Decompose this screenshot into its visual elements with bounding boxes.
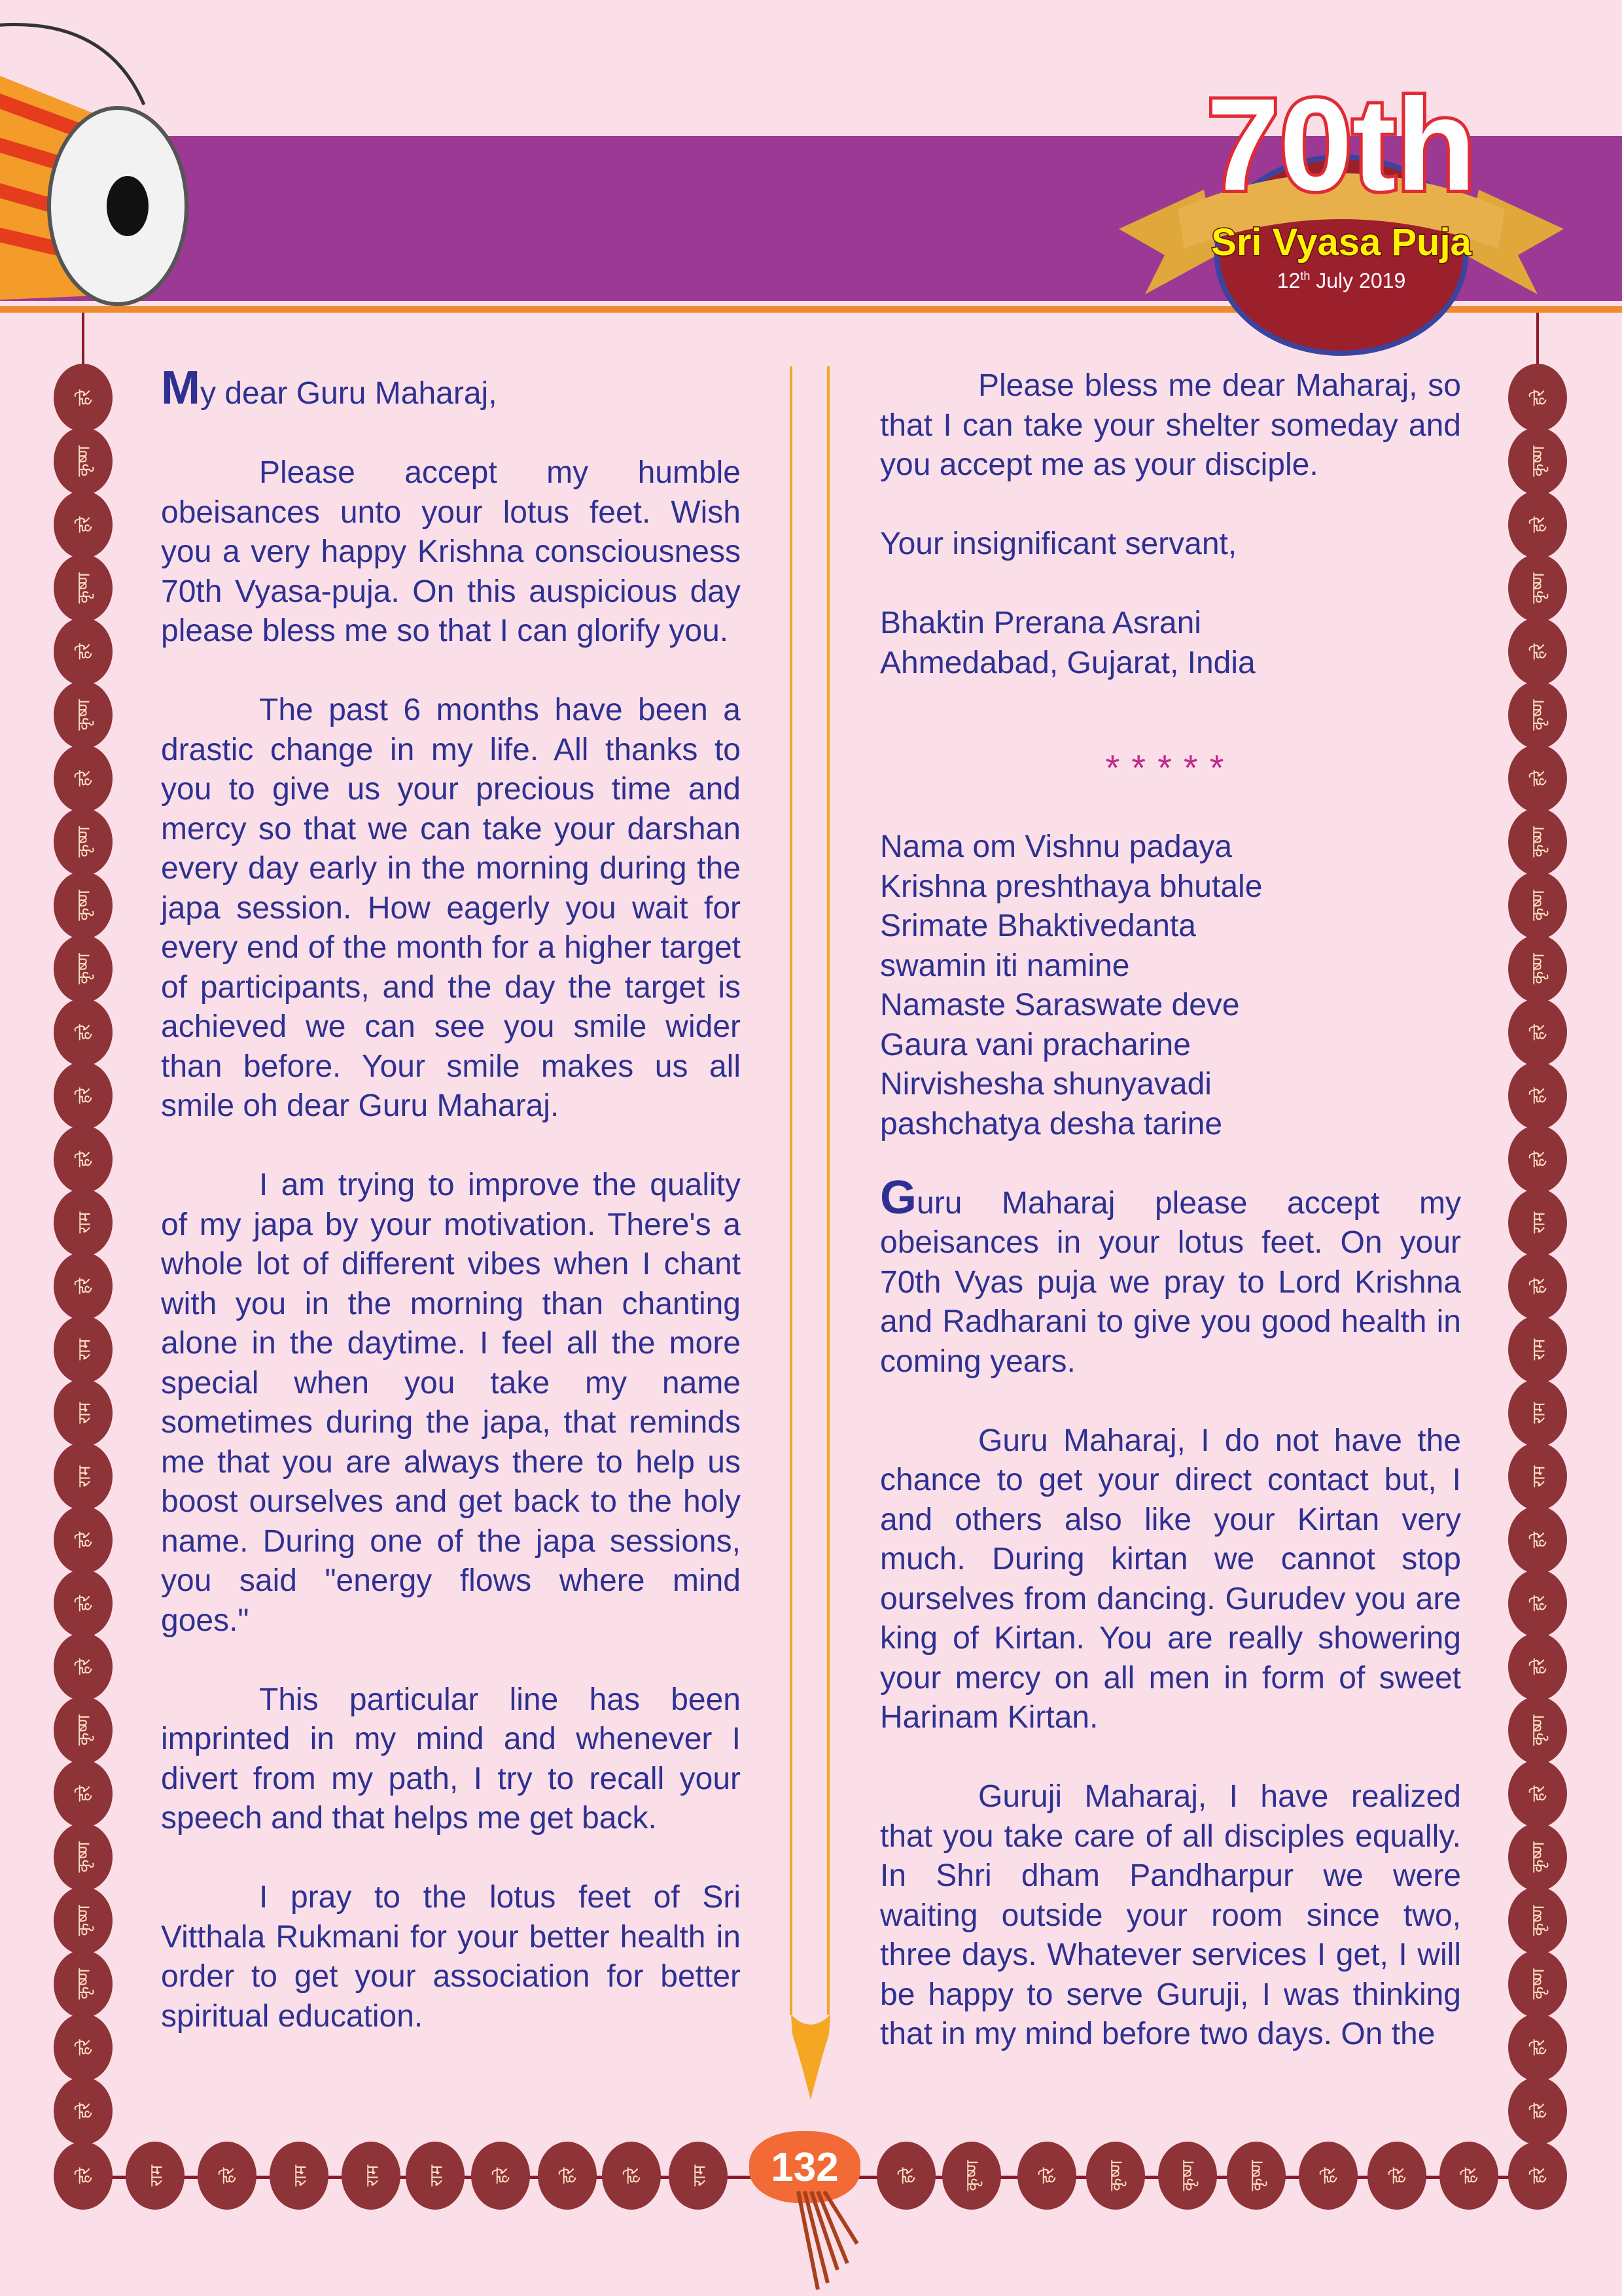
- bead-bottom: [602, 2142, 661, 2210]
- paragraph: Please accept my humble obeisances unto your lotus feet. Wish you a very happy Krishna consciousness 70th Vyasa-puja. On this auspicious day please bless me so that I can glorify you.: [161, 455, 741, 648]
- bead-right: [1508, 1189, 1567, 1257]
- bead-right: [1508, 1252, 1567, 1320]
- bead-bottom: [342, 2142, 400, 2210]
- bead-right: [1508, 1506, 1567, 1574]
- salutation: My dear Guru Maharaj,: [161, 362, 497, 414]
- bead-label: हरे: [1528, 1531, 1548, 1548]
- bead-label: हरे: [73, 1531, 94, 1548]
- bead-label: राम: [425, 2165, 446, 2187]
- bead-label: राम: [289, 2165, 309, 2187]
- bead-label: हरे: [73, 770, 94, 787]
- bead-left: [54, 681, 113, 749]
- bead-right: [1508, 1823, 1567, 1891]
- bead-label: हरे: [491, 2167, 511, 2184]
- bead-left: [54, 808, 113, 876]
- bead-label: कृष्ण: [73, 1714, 94, 1746]
- bead-right: [1508, 808, 1567, 876]
- left-column: [161, 362, 741, 2076]
- bead-bottom: [1439, 2142, 1498, 2210]
- bead-left: [54, 1442, 113, 1510]
- bead-right: [1508, 871, 1567, 939]
- bead-label: कृष्ण: [73, 826, 94, 858]
- bead-label: राम: [1528, 1465, 1548, 1487]
- badge-title: Sri Vyasa Puja: [1211, 221, 1472, 264]
- bead-right: [1508, 681, 1567, 749]
- bead-label: हरे: [1528, 770, 1548, 787]
- bead-label: हरे: [73, 516, 94, 533]
- bead-label: हरे: [73, 1151, 94, 1168]
- bead-label: हरे: [1318, 2167, 1339, 2184]
- paragraph: Guruji Maharaj, I have realized that you take care of all disciples equally. In Shri dham Pandharpur we were waiting outside your room since two, three days. Whatever services I get, I will be happy to serve Guruji, I was thinking that in my mind before two days. On the: [880, 1779, 1461, 2051]
- bead-bottom: [1299, 2142, 1358, 2210]
- paragraph: I pray to the lotus feet of Sri Vitthala Rukmani for your better health in order to get your association for better spiritual education.: [161, 1880, 741, 2034]
- bead-right: [1508, 1442, 1567, 1510]
- bead-bottom: [126, 2142, 185, 2210]
- bead-left: [54, 617, 113, 686]
- bead-label: हरे: [1387, 2167, 1407, 2184]
- bead-label: कृष्ण: [1246, 2160, 1267, 2191]
- bead-right: [1508, 1633, 1567, 1701]
- bead-label: हरे: [1528, 2167, 1548, 2184]
- bead-label: हरे: [73, 2167, 94, 2184]
- bead-label: कृष्ण: [73, 953, 94, 984]
- bead-label: हरे: [1528, 389, 1548, 406]
- bead-label: हरे: [896, 2167, 917, 2184]
- bead-left: [54, 744, 113, 812]
- bead-bottom: [1158, 2142, 1217, 2210]
- bead-label: कृष्ण: [1528, 445, 1548, 477]
- bead-left: [54, 1760, 113, 1828]
- bead-label: हरे: [1037, 2167, 1057, 2184]
- bead-bottom: [877, 2142, 936, 2210]
- bead-right: [1508, 935, 1567, 1003]
- bead-right: [1508, 1760, 1567, 1828]
- column-divider-right: [827, 366, 830, 2015]
- bead-left: [54, 1379, 113, 1447]
- column-divider-left: [790, 366, 792, 2015]
- bead-label: राम: [1528, 1402, 1548, 1424]
- bead-label: कृष्ण: [1528, 1905, 1548, 1936]
- bead-label: हरे: [1459, 2167, 1479, 2184]
- bead-bottom: [1367, 2142, 1426, 2210]
- bead-label: हरे: [1528, 1087, 1548, 1104]
- bead-bottom: [538, 2142, 597, 2210]
- bead-label: कृष्ण: [1528, 826, 1548, 858]
- bead-left: [54, 364, 113, 432]
- bead-left: [54, 1189, 113, 1257]
- bead-left: [54, 2013, 113, 2081]
- paragraph: Guru Maharaj please accept my obeisances in your lotus feet. On your 70th Vyas puja we pray to Lord Krishna and Radharani to give you good health in coming years.: [880, 1171, 1461, 1379]
- bead-label: हरे: [73, 2039, 94, 2056]
- badge-date: 12th July 2019: [1277, 269, 1406, 292]
- bead-label: हरे: [1528, 2102, 1548, 2119]
- bead-right: [1508, 744, 1567, 812]
- bead-label: हरे: [622, 2167, 642, 2184]
- bead-bottom: [198, 2142, 256, 2210]
- bead-bottom: [942, 2142, 1001, 2210]
- bead-bottom: [669, 2142, 728, 2210]
- bead-right: [1508, 2077, 1567, 2145]
- bead-bottom: [406, 2142, 465, 2210]
- bead-label: राम: [688, 2165, 709, 2187]
- bead-label: कृष्ण: [1528, 890, 1548, 921]
- bead-label: हरे: [73, 2102, 94, 2119]
- bead-label: हरे: [1528, 2039, 1548, 2056]
- bead-label: कृष्ण: [73, 1841, 94, 1873]
- bead-label: हरे: [1528, 1595, 1548, 1612]
- bead-right: [1508, 1569, 1567, 1637]
- bead-label: हरे: [73, 1658, 94, 1675]
- bead-corner: [1508, 2142, 1567, 2210]
- bead-left: [54, 554, 113, 622]
- bead-right: [1508, 554, 1567, 622]
- bead-left: [54, 935, 113, 1003]
- bead-label: हरे: [1528, 1658, 1548, 1675]
- bead-label: कृष्ण: [73, 445, 94, 477]
- bead-left: [54, 1569, 113, 1637]
- bead-label: हरे: [1528, 1785, 1548, 1802]
- drop-ornament-icon: [790, 2015, 832, 2106]
- bead-right: [1508, 998, 1567, 1066]
- bead-left: [54, 491, 113, 559]
- bead-right: [1508, 1887, 1567, 1955]
- bead-label: कृष्ण: [73, 699, 94, 731]
- bead-right: [1508, 491, 1567, 559]
- signature: Bhaktin Prerana Asrani Ahmedabad, Gujarat, India: [880, 606, 1256, 680]
- bead-label: हरे: [73, 389, 94, 406]
- bead-left: [54, 1506, 113, 1574]
- bead-left: [54, 1125, 113, 1193]
- tassel-icon: [779, 2191, 870, 2296]
- bead-left: [54, 427, 113, 495]
- separator-stars: *****: [1105, 747, 1236, 788]
- bead-label: हरे: [73, 1087, 94, 1104]
- bead-label: कृष्ण: [1178, 2160, 1198, 2191]
- bead-label: हरे: [1528, 643, 1548, 660]
- anniversary-badge: [1106, 59, 1577, 360]
- bead-label: कृष्ण: [73, 1968, 94, 2000]
- badge-number: 70th: [1207, 72, 1476, 218]
- bead-label: हरे: [73, 643, 94, 660]
- bead-label: हरे: [217, 2167, 238, 2184]
- bead-label: कृष्ण: [1528, 1841, 1548, 1873]
- closing: Your insignificant servant,: [880, 527, 1237, 561]
- bead-left: [54, 1887, 113, 1955]
- bead-bottom: [1086, 2142, 1145, 2210]
- bead-label: राम: [361, 2165, 381, 2187]
- bead-left: [54, 1633, 113, 1701]
- bead-left: [54, 1062, 113, 1130]
- bead-left: [54, 871, 113, 939]
- bead-label: कृष्ण: [1528, 1714, 1548, 1746]
- bead-left: [54, 1823, 113, 1891]
- bead-label: हरे: [73, 1024, 94, 1041]
- bead-label: राम: [73, 1402, 94, 1424]
- bead-label: राम: [145, 2165, 166, 2187]
- bead-label: राम: [73, 1465, 94, 1487]
- bead-label: कृष्ण: [73, 1905, 94, 1936]
- bead-bottom: [1017, 2142, 1076, 2210]
- bead-right: [1508, 1315, 1567, 1383]
- bead-label: हरे: [73, 1278, 94, 1295]
- bead-label: हरे: [557, 2167, 578, 2184]
- bead-label: कृष्ण: [1528, 953, 1548, 984]
- bead-label: हरे: [1528, 1024, 1548, 1041]
- bead-left: [54, 998, 113, 1066]
- bead-right: [1508, 427, 1567, 495]
- bead-label: कृष्ण: [1106, 2160, 1126, 2191]
- bead-label: हरे: [1528, 1278, 1548, 1295]
- bead-label: हरे: [73, 1785, 94, 1802]
- bead-label: कृष्ण: [73, 890, 94, 921]
- bead-bottom: [270, 2142, 328, 2210]
- bead-label: राम: [73, 1211, 94, 1234]
- bead-right: [1508, 1379, 1567, 1447]
- paragraph: The past 6 months have been a drastic change in my life. All thanks to you to give us your precious time and mercy so that we can take your darshan every day early in the morning during the japa session. How eagerly you wait for every end of the month for a higher target of participants, and the day the target is achieved we can see you smile wider than before. Your smile makes us all smile oh dear Guru Maharaj.: [161, 693, 741, 1123]
- bead-right: [1508, 364, 1567, 432]
- paragraph: Please bless me dear Maharaj, so that I can take your shelter someday and you accept me as your disciple.: [880, 368, 1461, 482]
- bead-label: हरे: [1528, 516, 1548, 533]
- bead-left: [54, 1252, 113, 1320]
- bead-left: [54, 1950, 113, 2018]
- bead-label: हरे: [73, 1595, 94, 1612]
- bead-label: कृष्ण: [1528, 572, 1548, 604]
- bead-right: [1508, 1950, 1567, 2018]
- right-column: [880, 366, 1461, 2094]
- bead-right: [1508, 1125, 1567, 1193]
- bead-label: हरे: [1528, 1151, 1548, 1168]
- bead-label: कृष्ण: [73, 572, 94, 604]
- bead-label: कृष्ण: [962, 2160, 982, 2191]
- bead-label: राम: [1528, 1338, 1548, 1361]
- bead-left: [54, 1696, 113, 1764]
- page-number: 132: [749, 2131, 860, 2203]
- bead-right: [1508, 1062, 1567, 1130]
- bead-left: [54, 1315, 113, 1383]
- bead-right: [1508, 1696, 1567, 1764]
- bead-right: [1508, 617, 1567, 686]
- bead-label: कृष्ण: [1528, 699, 1548, 731]
- bead-bottom: [1227, 2142, 1286, 2210]
- bead-corner: [54, 2142, 113, 2210]
- mridanga-drum-icon: [0, 0, 209, 327]
- paragraph: I am trying to improve the quality of my japa by your motivation. There's a whole lot of different vibes when I chant with you in the morning than chanting alone in the daytime. I feel all the more special when you take my name sometimes during the japa, that reminds me that you are always there to help us boost ourselves and get back to the holy name. During one of the japa sessions, you said "energy flows where mind goes.": [161, 1168, 741, 1638]
- paragraph: Guru Maharaj, I do not have the chance to get your direct contact but, I and others also like your Kirtan very much. During kirtan we cannot stop ourselves from dancing. Gurudev you are king of Kirtan. You are really showering your mercy on all men in form of sweet Harinam Kirtan.: [880, 1423, 1461, 1735]
- bead-right: [1508, 2013, 1567, 2081]
- verse: Nama om Vishnu padaya Krishna preshthaya bhutale Srimate Bhaktivedanta swamin iti namine Namaste Saraswate deve Gaura vani pracharine Nirvishesha shunyavadi pashchatya desha tarine: [880, 829, 1263, 1141]
- bead-label: कृष्ण: [1528, 1968, 1548, 2000]
- bead-label: राम: [1528, 1211, 1548, 1234]
- paragraph: This particular line has been imprinted in my mind and whenever I divert from my path, I try to recall your speech and that helps me get back.: [161, 1682, 741, 1835]
- bead-label: राम: [73, 1338, 94, 1361]
- bead-left: [54, 2077, 113, 2145]
- bead-bottom: [471, 2142, 530, 2210]
